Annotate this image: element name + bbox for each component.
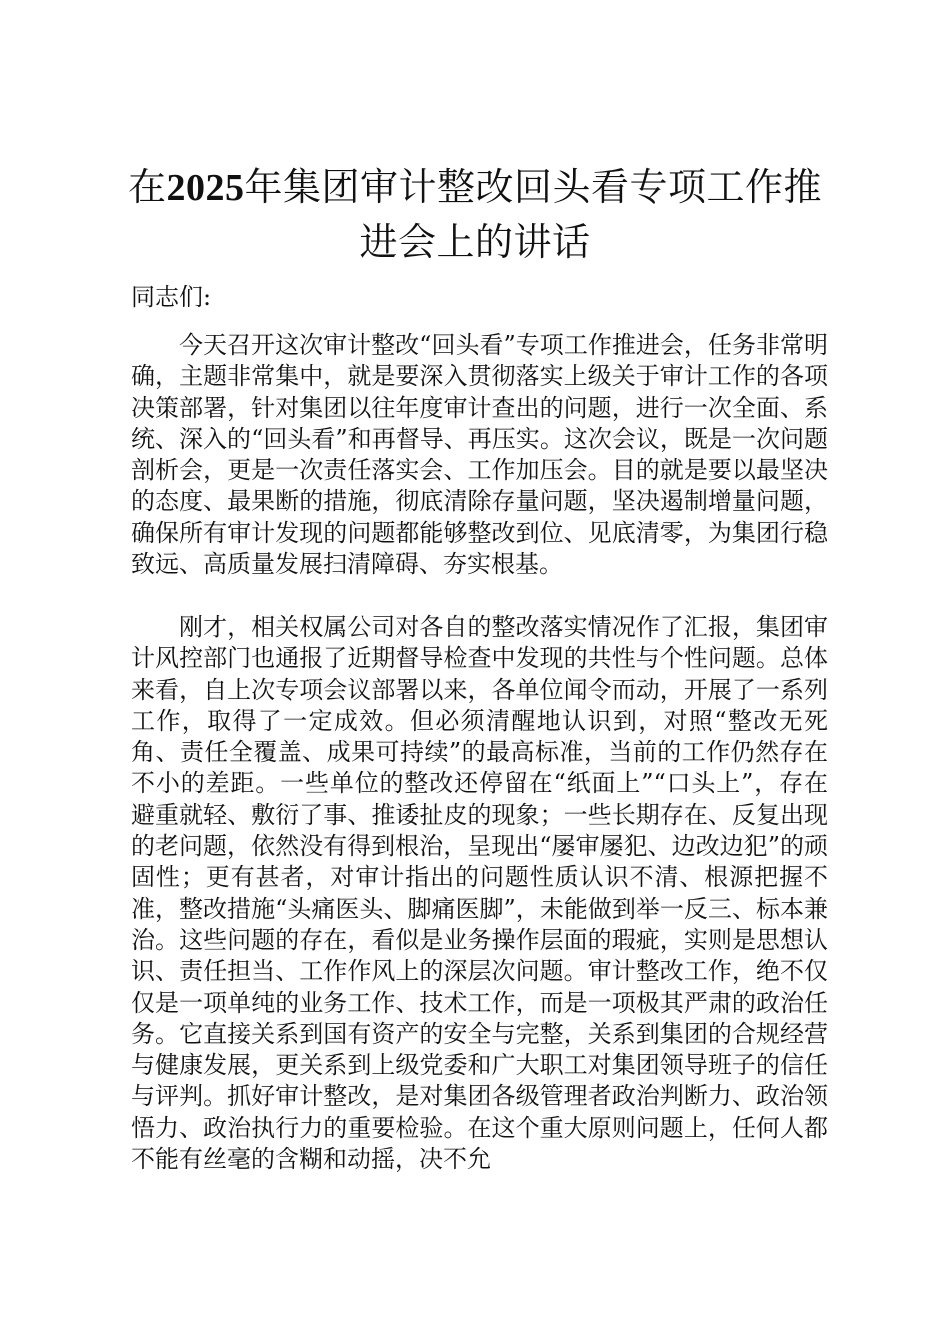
paragraph-2: 刚才，相关权属公司对各自的整改落实情况作了汇报，集团审计风控部门也通报了近期督导检查中发现的共性与个性问题。总体来看，自上次专项会议部署以来，各单位闻令而动，开展了一系列工作，取得了一定成效。但必须清醒地认识到，对照“整改无死角、责任全覆盖、成果可持续”的最高标准，当前的工作仍然存在不小的差距。一些单位的整改还停留在“纸面上”“口头上”，存在避重就轻、敷衍了事、推诿扯皮的现象；一些长期存在、反复出现的老问题，依然没有得到根治，呈现出“屡审屡犯、边改边犯”的顽固性；更有甚者，对审计指出的问题性质认识不清、根源把握不准，整改措施“头痛医头、脚痛医脚”，未能做到举一反三、标本兼治。这些问题的存在，看似是业务操作层面的瑕疵，实则是思想认识、责任担当、工作作风上的深层次问题。审计整改工作，绝不仅仅是一项单纯的业务工作、技术工作，而是一项极其严肃的政治任务。它直接关系到国有资产的安全与完整，关系到集团的合规经营与健康发展，更关系到上级党委和广大职工对集团领导班子的信任与评判。抓好审计整改，是对集团各级管理者政治判断力、政治领悟力、政治执行力的重要检验。在这个重大原则问题上，任何人都不能有丝毫的含糊和动摇，决不允 (131, 613, 828, 1174)
document-title (120, 160, 830, 269)
title-year: 2025 (166, 167, 245, 209)
title-rest: 年集团审计整改回头看专项工作推进会上的讲话 (244, 165, 823, 264)
paragraph-1: 今天召开这次审计整改“回头看”专项工作推进会，任务非常明确，主题非常集中，就是要深入贯彻落实上级关于审计工作的各项决策部署，针对集团以往年度审计查出的问题，进行一次全面、系统、深入的“回头看”和再督导、再压实。这次会议，既是一次问题剖析会，更是一次责任落实会、工作加压会。目的就是要以最坚决的态度、最果断的措施，彻底清除存量问题，坚决遏制增量问题，确保所有审计发现的问题都能够整改到位、见底清零，为集团行稳致远、高质量发展扫清障碍、夯实根基。 (131, 331, 828, 579)
title-prefix: 在 (127, 165, 167, 209)
salutation: 同志们: (131, 283, 212, 311)
